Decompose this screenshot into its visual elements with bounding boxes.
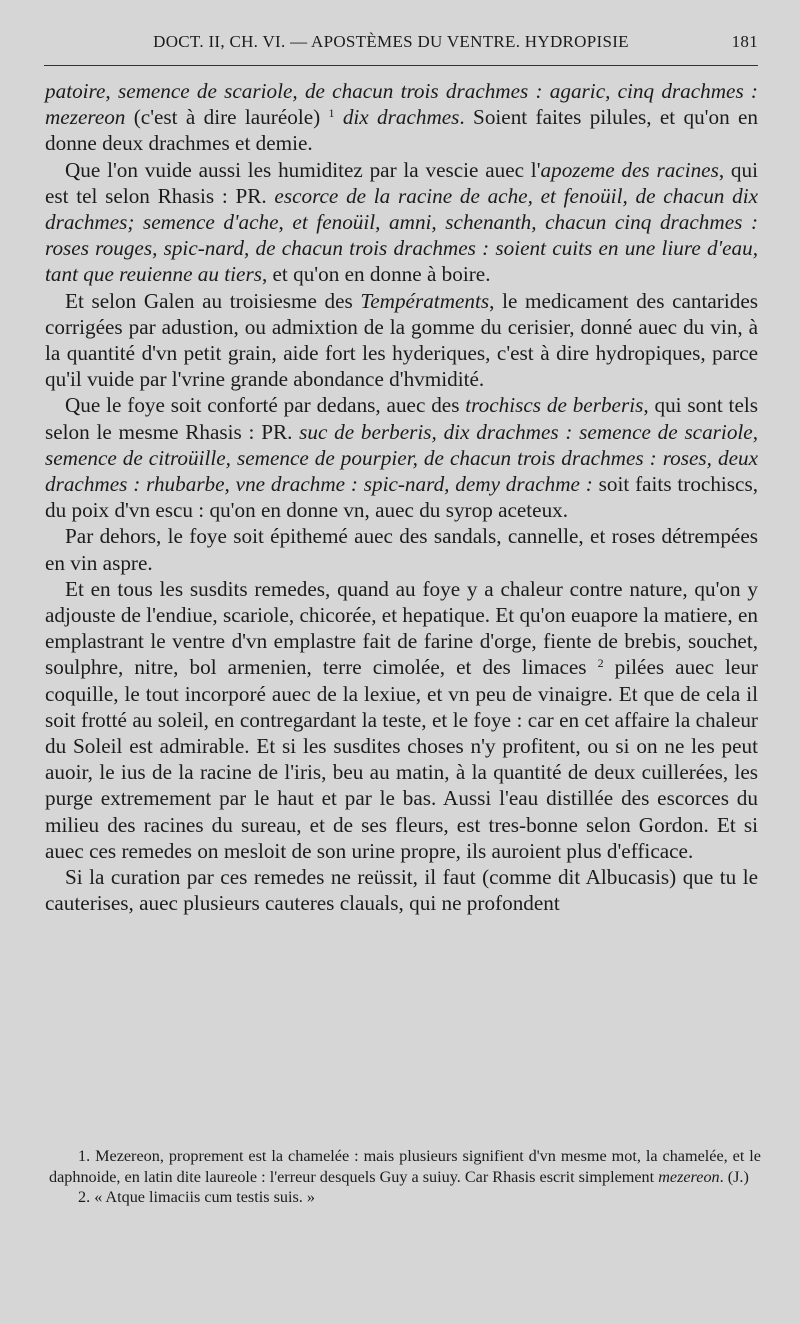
footnote-marker: 1 bbox=[328, 106, 335, 121]
main-text bbox=[45, 78, 758, 917]
italic-text: suc de berberis, dix drachmes : semence de scariole, semence de citroüille, semence de pourpier, de chacun trois drachmes : roses, deux drachmes : rhubarbe, vne drachme : spic-nard, demy drachme : bbox=[45, 419, 758, 497]
paragraph bbox=[45, 392, 758, 523]
running-title: DOCT. II, CH. VI. — APOSTÈMES DU VENTRE. HYDROPISIE bbox=[153, 32, 629, 51]
text-run: , qui est tel selon Rhasis : PR. bbox=[45, 157, 758, 208]
italic-text: Températments bbox=[360, 288, 490, 313]
text-run: Que l'on vuide aussi les humiditez par la vescie auec l' bbox=[65, 157, 541, 182]
running-header bbox=[44, 24, 758, 60]
italic-text: patoire, semence de scariole, de chacun trois drachmes : agaric, cinq drachmes : mezereon bbox=[45, 79, 758, 130]
italic-text: dix drachmes bbox=[342, 105, 460, 130]
italic-text: mezereon bbox=[658, 1167, 720, 1186]
text-run: Par dehors, le foye soit épithemé auec des sandals, cannelle, et roses détrempées en vin aspre. bbox=[45, 524, 758, 575]
text-run: , le medicament des cantarides corrigées par adustion, ou admixtion de la gomme du cerisier, donné auec du vin, à la quantité d'vn petit grain, aide fort les hyderiques, c'est à dire hydropiques, parce qu'il vuide par l'vrine grande abondance d'hvmidité. bbox=[45, 288, 758, 392]
italic-text: et fenoüil, amni, schenanth, chacun cinq drachmes : roses rouges, spic-nard, de chacun trois drachmes : soient cuits en une liure d'eau, tant que reuienne au tiers bbox=[45, 210, 758, 287]
text-run bbox=[335, 105, 343, 129]
text-run: 2. « Atque limaciis cum testis suis. » bbox=[78, 1188, 315, 1206]
text-run: , qui sont tels selon le mesme Rhasis : PR. bbox=[45, 393, 758, 444]
footnote bbox=[49, 1146, 761, 1187]
footnote bbox=[49, 1187, 761, 1208]
footnotes bbox=[49, 1146, 761, 1208]
paragraph bbox=[45, 523, 758, 575]
text-run: , et qu'on en donne à boire. bbox=[261, 262, 491, 287]
page-number: 181 bbox=[731, 32, 758, 51]
text-run: Et selon Galen au troisiesme des bbox=[65, 288, 361, 313]
text-run: pilées auec leur coquille, le tout incorporé auec de la lexiue, et vn peu de vinaigre. Et que de cela il soit frotté au soleil, en contregardant la teste, et le foye : car en cet affaire la chaleur du Soleil est admirable. Et si les susdites choses n'y profitent, ou si on ne les peut auoir, le ius de la racine de l'iris, beu au matin, à la quantité de deux cuillerées, les purge extremement par le haut et par le bas. Aussi l'eau distillée des escorces du milieu des racines du sureau, et de ses fleurs, est tres-bonne selon Gordon. Et si auec ces remedes on mesloit de son urine propre, ils auroient plus d'efficace. bbox=[45, 655, 758, 863]
italic-text: escorce de la racine de ache, et fenoüil, de chacun dix drachmes; semence d'ache bbox=[45, 183, 759, 235]
text-run: . (J.) bbox=[719, 1167, 749, 1186]
text-run: (c'est à dire lauréole) bbox=[125, 105, 329, 130]
text-run: Et en tous les susdits remedes, quand au foye y a chaleur contre nature, qu'on y adjouste de l'endiue, scariole, chicorée, et hepatique. Et qu'on euapore la matiere, en emplastrant le ventre d'vn emplastre fait de farine d'orge, fiente de brebis, souchet, soulphre, nitre, bol armenien, terre cimolée, et des limaces bbox=[45, 576, 758, 680]
text-run: . Soient faites pilules, et qu'on en donne deux drachmes et demie. bbox=[45, 105, 758, 156]
paragraph bbox=[45, 157, 758, 288]
footnote-marker: 2 bbox=[597, 656, 604, 671]
paragraph bbox=[45, 864, 758, 916]
header-rule bbox=[44, 65, 758, 66]
text-run: 1. Mezereon, proprement est la chamelée : mais plusieurs signifient d'vn mesme mot, la chamelée, et le daphnoide, en latin dite laureole : l'erreur desquels Guy a suiuy. Car Rhasis escrit simplement bbox=[49, 1147, 761, 1186]
paragraph bbox=[45, 78, 758, 157]
italic-text: apozeme des racines bbox=[540, 157, 719, 182]
text-run: Si la curation par ces remedes ne reüssit, il faut (comme dit Albucasis) que tu le cauterises, auec plusieurs cauteres clauals, qui ne profondent bbox=[45, 865, 758, 916]
text-run: soit faits trochiscs, du poix d'vn escu : qu'on en donne vn, auec du syrop aceteux. bbox=[45, 472, 758, 523]
paragraph bbox=[45, 288, 758, 393]
text-run: Que le foye soit conforté par dedans, auec des bbox=[65, 393, 466, 418]
text-run: , bbox=[278, 210, 293, 235]
italic-text: trochiscs de berberis bbox=[465, 393, 644, 418]
paragraph bbox=[45, 576, 758, 864]
